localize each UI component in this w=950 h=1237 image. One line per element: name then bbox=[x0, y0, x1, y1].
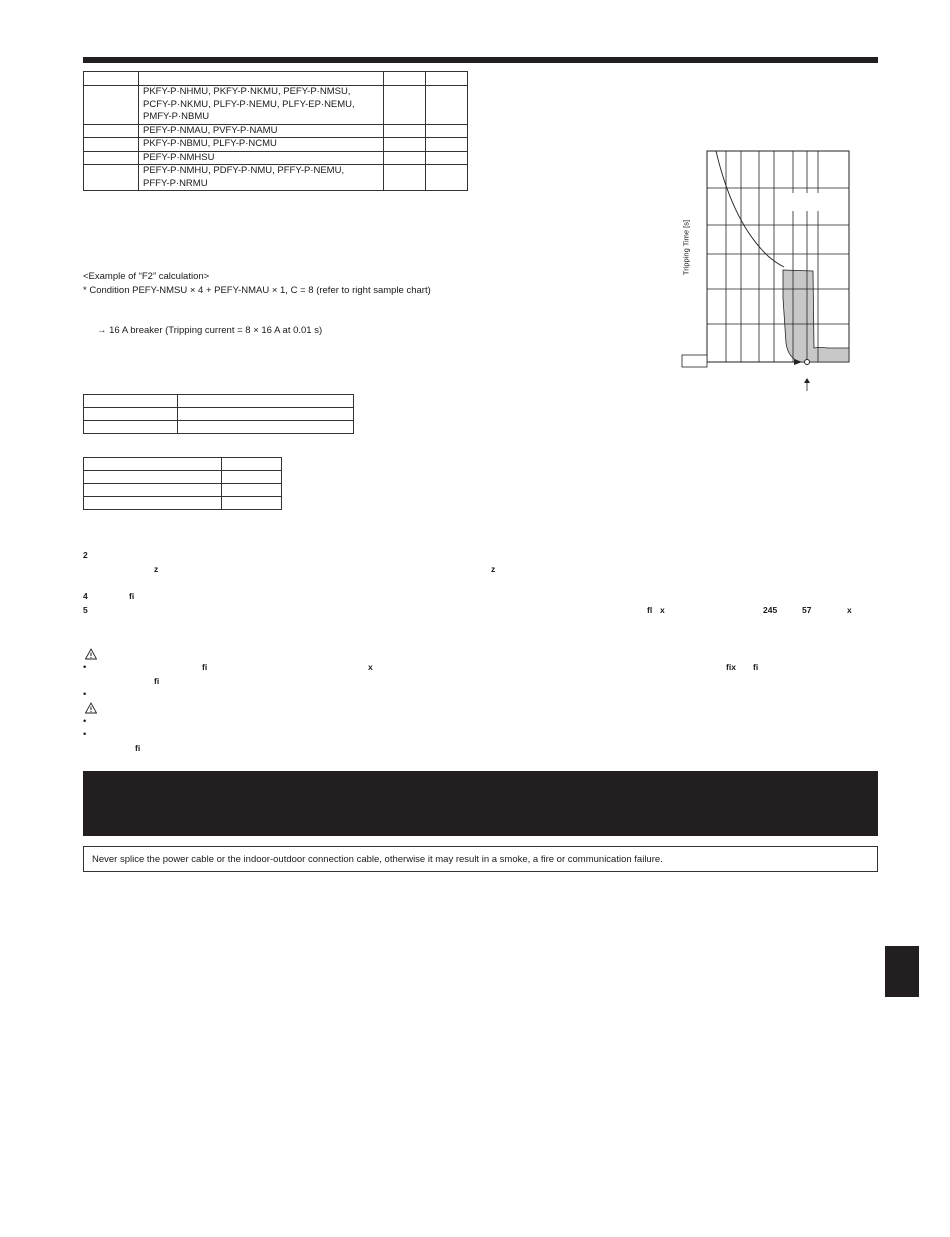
chart-ylabel: Tripping Time [s] bbox=[681, 219, 691, 276]
step-fragment: z bbox=[491, 564, 496, 574]
notice-box: Never splice the power cable or the indoor-outdoor connection cable, otherwise it may result in a smoke, a fire or communication failure. bbox=[83, 846, 878, 872]
step-fragment: z bbox=[154, 564, 159, 574]
table-row bbox=[139, 86, 384, 125]
example-result: → 16 A breaker (Tripping current = 8 × 16 A at 0.01 s) bbox=[97, 325, 323, 336]
bullet: • bbox=[83, 716, 87, 727]
warning-fragment: fi bbox=[154, 676, 160, 686]
warning-icon bbox=[85, 648, 97, 660]
table-row bbox=[139, 138, 384, 152]
table-row bbox=[139, 124, 384, 138]
example-condition: * Condition PEFY-NMSU × 4 + PEFY-NMAU × 1, C = 8 (refer to right sample chart) bbox=[83, 285, 431, 296]
caution-icon bbox=[85, 702, 97, 714]
model-table bbox=[83, 71, 468, 191]
warning-fragment: x bbox=[368, 662, 373, 672]
model-line: PMFY-P·NBMU bbox=[143, 111, 210, 122]
warning-fragment: fix bbox=[726, 662, 736, 672]
caution-fragment: fi bbox=[135, 743, 141, 753]
chart-frame bbox=[707, 151, 849, 362]
step-fragment: fi bbox=[129, 591, 135, 601]
model-line: PEFY-P·NMHSU bbox=[143, 151, 215, 163]
bullet: • bbox=[83, 729, 87, 740]
step-fragment: 245 bbox=[763, 605, 778, 615]
blank-table-2 bbox=[83, 457, 282, 510]
step-number: 5 bbox=[83, 605, 88, 615]
step-fragment: 57 bbox=[802, 605, 812, 615]
language-tab bbox=[885, 946, 919, 997]
tripping-chart bbox=[678, 148, 853, 393]
section-banner bbox=[83, 771, 878, 836]
step-number: 2 bbox=[83, 550, 88, 560]
example-heading: <Example of “F2” calculation> bbox=[83, 271, 210, 282]
chart-origin-box bbox=[682, 355, 707, 367]
model-line: PEFY-P·NMAU, PVFY-P·NAMU bbox=[143, 124, 278, 136]
warning-fragment: fi bbox=[753, 662, 759, 672]
table-row bbox=[139, 165, 384, 191]
step-fragment: x bbox=[847, 605, 852, 615]
model-line: PEFY-P·NMHU, PDFY-P·NMU, PFFY-P·NEMU, bbox=[143, 165, 345, 176]
model-line: PCFY-P·NKMU, PLFY-P·NEMU, PLFY-EP·NEMU, bbox=[143, 98, 355, 110]
model-line: PFFY-P·NRMU bbox=[143, 177, 208, 189]
header-rule bbox=[83, 57, 878, 63]
bullet: • bbox=[83, 689, 87, 700]
blank-table-1 bbox=[83, 394, 354, 434]
warning-fragment: fi bbox=[202, 662, 208, 672]
model-line: PKFY-P·NHMU, PKFY-P·NKMU, PEFY-P·NMSU, bbox=[143, 86, 351, 97]
step-fragment: fl bbox=[647, 605, 653, 615]
step-fragment: x bbox=[660, 605, 665, 615]
table-row bbox=[139, 151, 384, 165]
grid-gap bbox=[792, 193, 819, 211]
operating-point bbox=[805, 360, 810, 365]
pointer-arrow-head bbox=[804, 378, 810, 383]
model-line: PKFY-P·NBMU, PLFY-P·NCMU bbox=[143, 138, 277, 149]
step-number: 4 bbox=[83, 591, 88, 601]
bullet: • bbox=[83, 662, 87, 673]
